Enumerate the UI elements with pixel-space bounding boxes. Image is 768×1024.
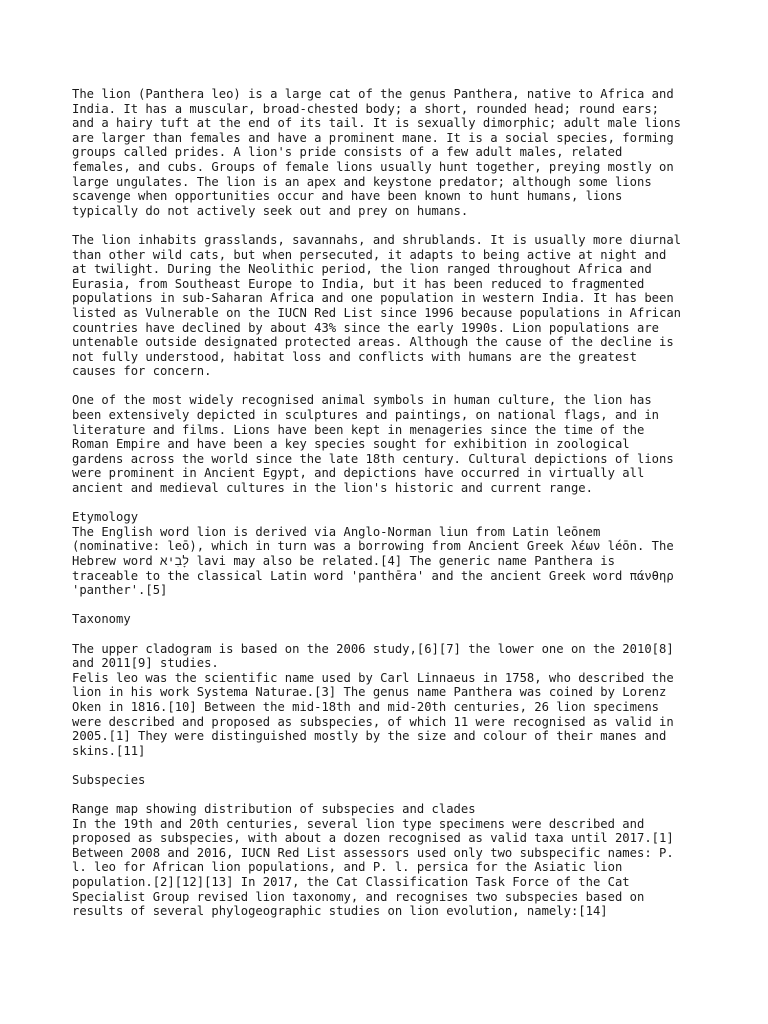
text-line: Between 2008 and 2016, IUCN Red List assessors used only two subspecific names: P. [72,845,674,860]
text-line: Felis leo was the scientific name used by Carl Linnaeus in 1758, who described the [72,670,674,685]
text-line: skins.[11] [72,743,146,758]
text-line: India. It has a muscular, broad-chested body; a short, rounded head; round ears; [72,101,659,116]
paragraph [72,773,712,788]
text-line: causes for concern. [72,364,212,379]
paragraph-gap [72,379,712,394]
text-line: Subspecies [72,772,146,787]
text-line: The lion inhabits grasslands, savannahs, and shrublands. It is usually more diurnal [72,232,682,247]
text-line: The English word lion is derived via Anglo-Norman liun from Latin leōnem [72,524,601,539]
text-line: traceable to the classical Latin word 'panthēra' and the ancient Greek word πάνθηρ [72,568,674,583]
text-line: (nominative: leō), which in turn was a borrowing from Ancient Greek λέων léōn. The [72,539,674,554]
text-line: Etymology [72,510,139,525]
text-line: than other wild cats, but when persecuted, it adapts to being active at night and [72,247,667,262]
paragraph [72,642,712,759]
text-line: were prominent in Ancient Egypt, and depictions have occurred in virtually all [72,466,645,481]
text-line: and 2011[9] studies. [72,656,219,671]
text-line: are larger than females and have a prominent mane. It is a social species, forming [72,130,674,145]
text-line: untenable outside designated protected areas. Although the cause of the decline is [72,335,674,350]
text-line: Roman Empire and have been a key species sought for exhibition in zoological [72,437,630,452]
text-line: not fully understood, habitat loss and conflicts with humans are the greatest [72,349,637,364]
text-line: population.[2][12][13] In 2017, the Cat Classification Task Force of the Cat [72,875,630,890]
text-line: Taxonomy [72,612,131,627]
text-line: listed as Vulnerable on the IUCN Red List since 1996 because populations in African [72,305,682,320]
text-line: proposed as subspecies, with about a dozen recognised as valid taxa until 2017.[1] [72,831,674,846]
text-line: The upper cladogram is based on the 2006 study,[6][7] the lower one on the 2010[8] [72,641,674,656]
text-line: l. leo for African lion populations, and P. l. persica for the Asiatic lion [72,860,623,875]
text-line: In the 19th and 20th centuries, several lion type specimens were described and [72,816,645,831]
text-line: typically do not actively seek out and prey on humans. [72,203,469,218]
text-line: groups called prides. A lion's pride consists of a few adult males, related [72,145,623,160]
paragraph-gap [72,758,712,773]
text-line: scavenge when opportunities occur and have been known to hunt humans, lions [72,189,623,204]
text-line: and a hairy tuft at the end of its tail. It is sexually dimorphic; adult male lions [72,116,682,131]
text-line: at twilight. During the Neolithic period, the lion ranged throughout Africa and [72,262,652,277]
paragraph-gap [72,496,712,511]
paragraph-gap [72,218,712,233]
paragraph [72,393,712,495]
text-line: Range map showing distribution of subspecies and clades [72,802,476,817]
text-line: Hebrew word לָבִיא lavi may also be related.[4] The generic name Panthera is [72,554,615,568]
paragraph [72,233,712,379]
text-line: literature and films. Lions have been kept in menageries since the time of the [72,422,645,437]
paragraph [72,510,712,598]
text-line: lion in his work Systema Naturae.[3] The genus name Panthera was coined by Lorenz [72,685,667,700]
text-line: ancient and medieval cultures in the lion's historic and current range. [72,481,593,496]
document-body [72,87,712,919]
text-line: 'panther'.[5] [72,583,168,598]
text-line: large ungulates. The lion is an apex and keystone predator; although some lions [72,174,652,189]
text-line: Specialist Group revised lion taxonomy, and recognises two subspecies based on [72,889,645,904]
text-line: populations in sub-Saharan Africa and one population in western India. It has been [72,291,674,306]
paragraph-gap [72,598,712,613]
paragraph [72,87,712,218]
text-line: gardens across the world since the late 18th century. Cultural depictions of lions [72,451,674,466]
text-line: One of the most widely recognised animal symbols in human culture, the lion has [72,393,652,408]
paragraph [72,802,712,919]
text-line: were described and proposed as subspecies, of which 11 were recognised as valid in [72,714,674,729]
paragraph-gap [72,788,712,803]
text-line: Oken in 1816.[10] Between the mid-18th and mid-20th centuries, 26 lion specimens [72,699,659,714]
text-line: Eurasia, from Southeast Europe to India, but it has been reduced to fragmented [72,276,645,291]
text-line: been extensively depicted in sculptures and paintings, on national flags, and in [72,408,659,423]
text-line: The lion (Panthera leo) is a large cat of the genus Panthera, native to Africa and [72,87,674,101]
paragraph [72,612,712,627]
text-line: results of several phylogeographic studies on lion evolution, namely:[14] [72,904,608,919]
paragraph-gap [72,627,712,642]
text-line: 2005.[1] They were distinguished mostly by the size and colour of their manes and [72,729,667,744]
text-line: females, and cubs. Groups of female lions usually hunt together, preying mostly on [72,159,674,174]
text-line: countries have declined by about 43% since the early 1990s. Lion populations are [72,320,659,335]
